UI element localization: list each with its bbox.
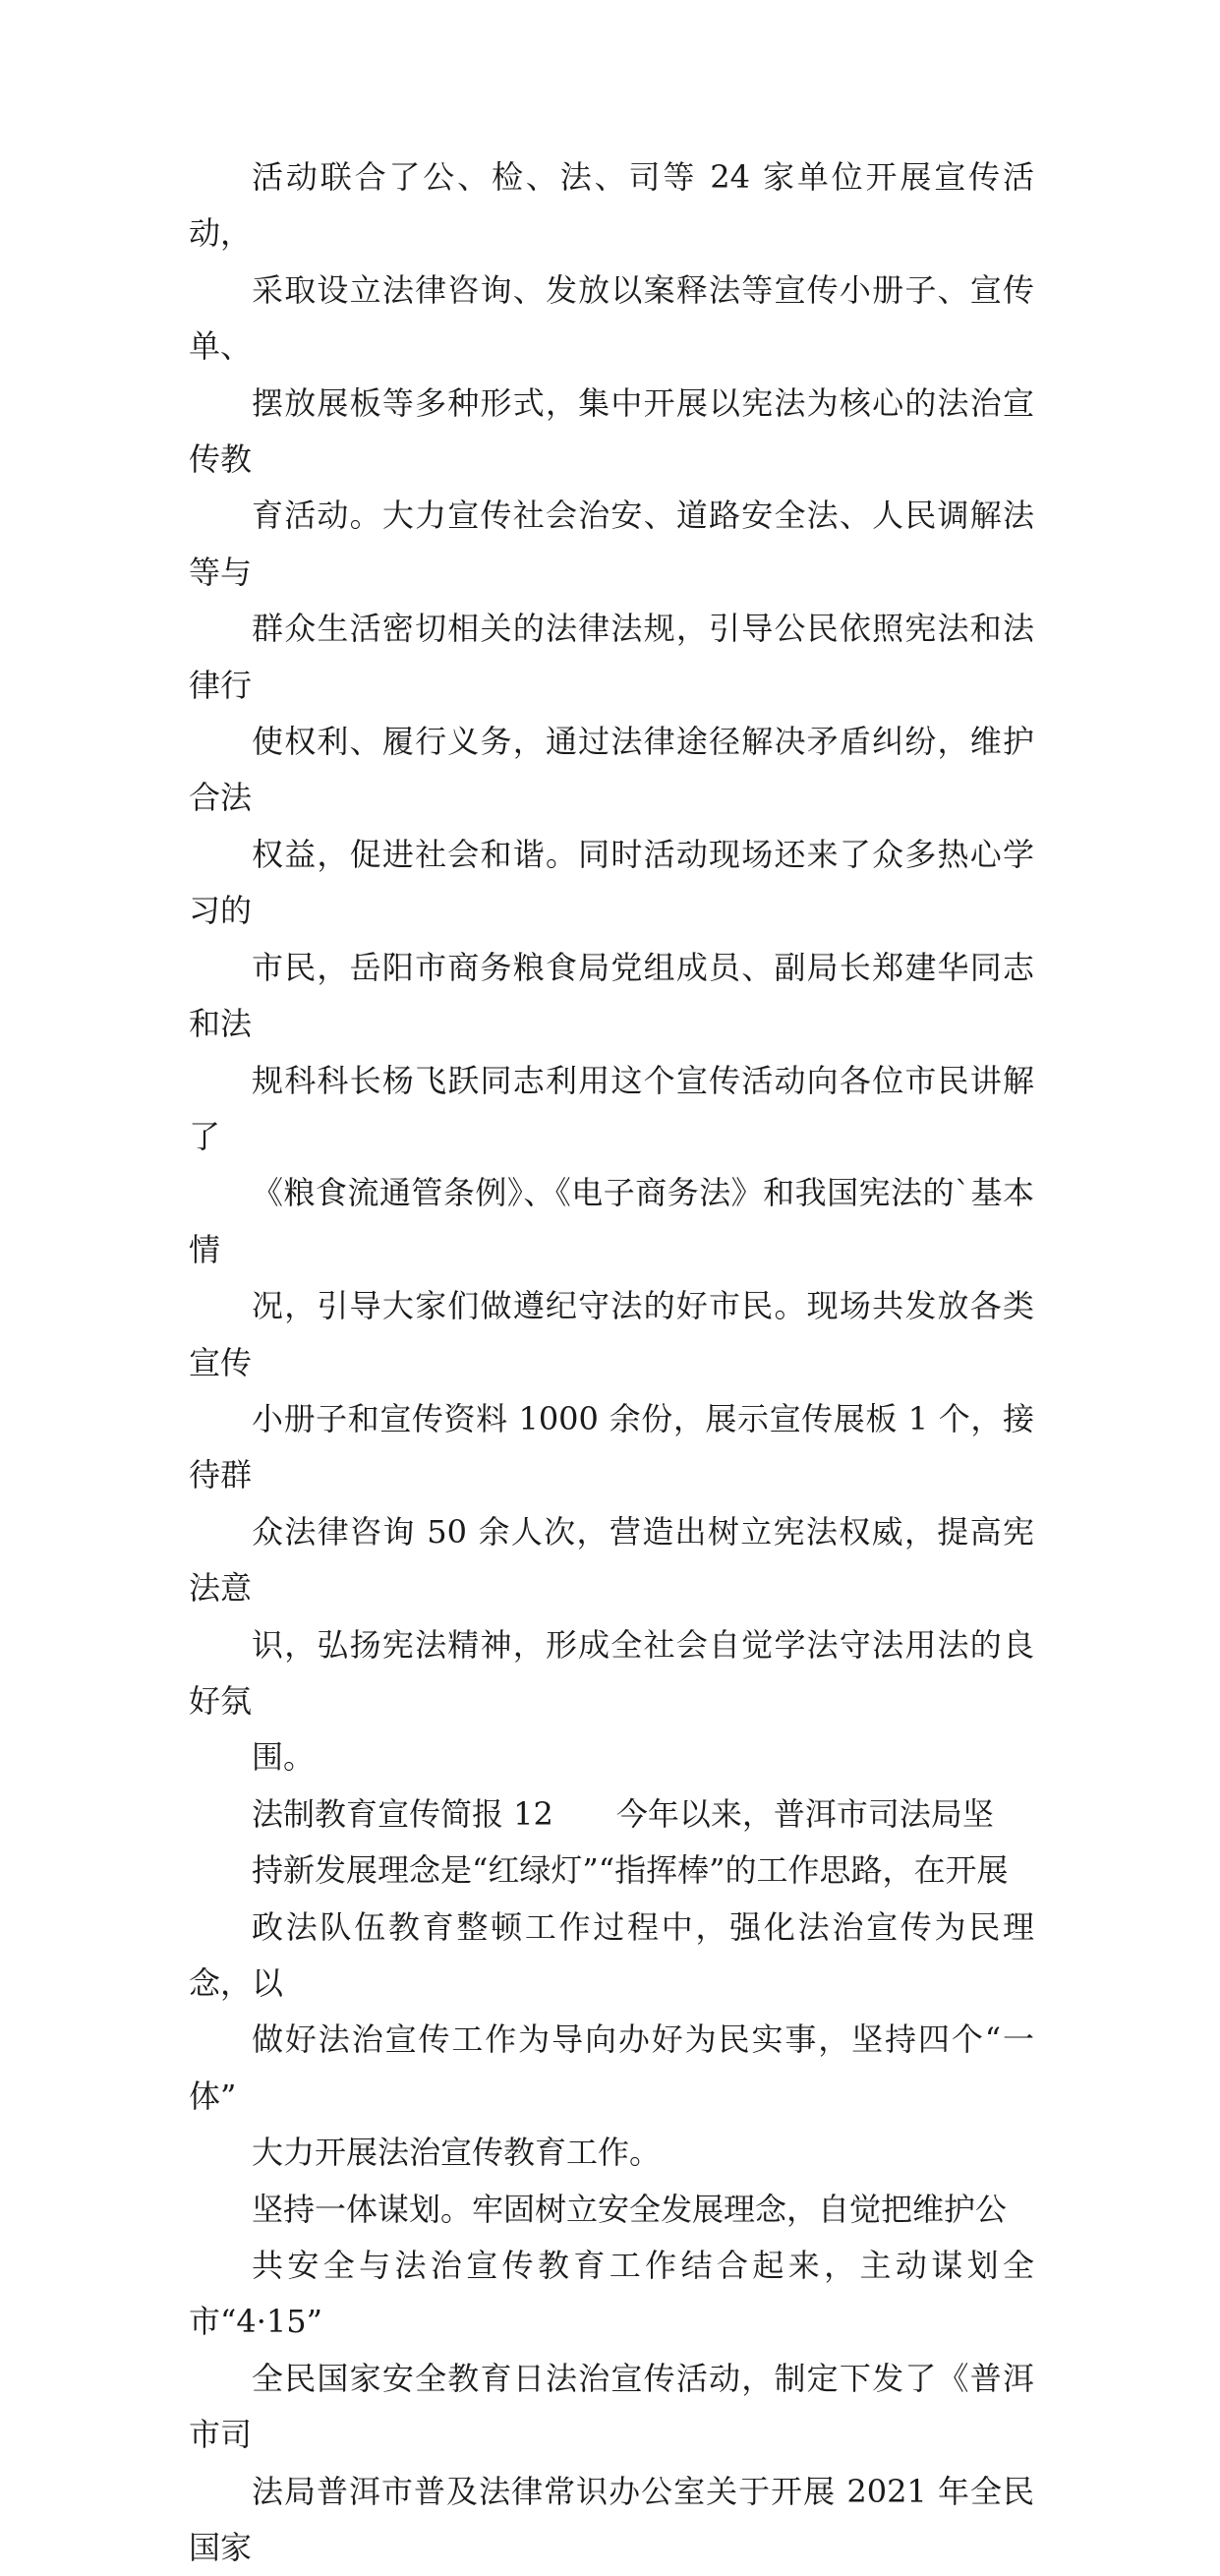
bulletin-intro: 今年以来，普洱市司法局坚 — [615, 1794, 994, 1833]
document-page — [189, 149, 1034, 2576]
paragraph-planning — [189, 2182, 1034, 2576]
text-line: 权益，促进社会和谐。同时活动现场还来了众多热心学习的 — [189, 835, 1034, 930]
paragraph-bulletin — [189, 1786, 1034, 2182]
text-line: 群众生活密切相关的法律法规，引导公民依照宪法和法律行 — [189, 610, 1034, 704]
text-line: 况，引导大家们做遵纪守法的好市民。现场共发放各类宣传 — [189, 1287, 1034, 1381]
text-line: 小册子和宣传资料 1000 余份，展示宣传展板 1 个，接待群 — [189, 1399, 1034, 1494]
text-line: 坚持一体谋划。牢固树立安全发展理念，自觉把维护公 — [252, 2190, 1008, 2228]
text-line: 使权利、履行义务，通过法律途径解决矛盾纠纷，维护合法 — [189, 723, 1034, 817]
text-line: 围。 — [252, 1738, 316, 1777]
text-line: 众法律咨询 50 余人次，营造出树立宪法权威，提高宪法意 — [189, 1512, 1034, 1608]
text-line: 规科科长杨飞跃同志利用这个宣传活动向各位市民讲解了 — [189, 1061, 1034, 1155]
paragraph-activity — [189, 149, 1034, 1786]
text-line: 做好法治宣传工作为导向办好为民实事，坚持四个“一体” — [189, 2020, 1034, 2115]
text-line: 采取设立法律咨询、发放以案释法等宣传小册子、宣传单、 — [189, 270, 1034, 366]
text-line: 政法队伍教育整顿工作过程中，强化法治宣传为民理念，以 — [189, 1907, 1034, 2002]
bulletin-heading: 法制教育宣传简报 12 — [252, 1794, 553, 1833]
text-line: 大力开展法治宣传教育工作。 — [252, 2134, 662, 2172]
text-line: 育活动。大力宣传社会治安、道路安全法、人民调解法等与 — [189, 497, 1034, 591]
text-line: 市民，岳阳市商务粮食局党组成员、副局长郑建华同志和法 — [189, 948, 1034, 1043]
text-line: 活动联合了公、检、法、司等 24 家单位开展宣传活动， — [189, 158, 1034, 253]
text-line: 共安全与法治宣传教育工作结合起来，主动谋划全市“4·15” — [189, 2247, 1034, 2341]
text-line: 全民国家安全教育日法治宣传活动，制定下发了《普洱市司 — [189, 2359, 1034, 2454]
text-line: 识，弘扬宪法精神，形成全社会自觉学法守法用法的良好氛 — [189, 1625, 1034, 1720]
text-line — [189, 1786, 1034, 1843]
text-line: 持新发展理念是“红绿灯”“指挥棒”的工作思路，在开展 — [252, 1851, 1009, 1890]
text-line: 法局普洱市普及法律常识办公室关于开展 2021 年全民国家 — [189, 2472, 1034, 2567]
text-line: 《粮食流通管条例》、《电子商务法》和我国宪法的`基本情 — [189, 1174, 1034, 1268]
text-line: 摆放展板等多种形式，集中开展以宪法为核心的法治宣传教 — [189, 383, 1034, 479]
